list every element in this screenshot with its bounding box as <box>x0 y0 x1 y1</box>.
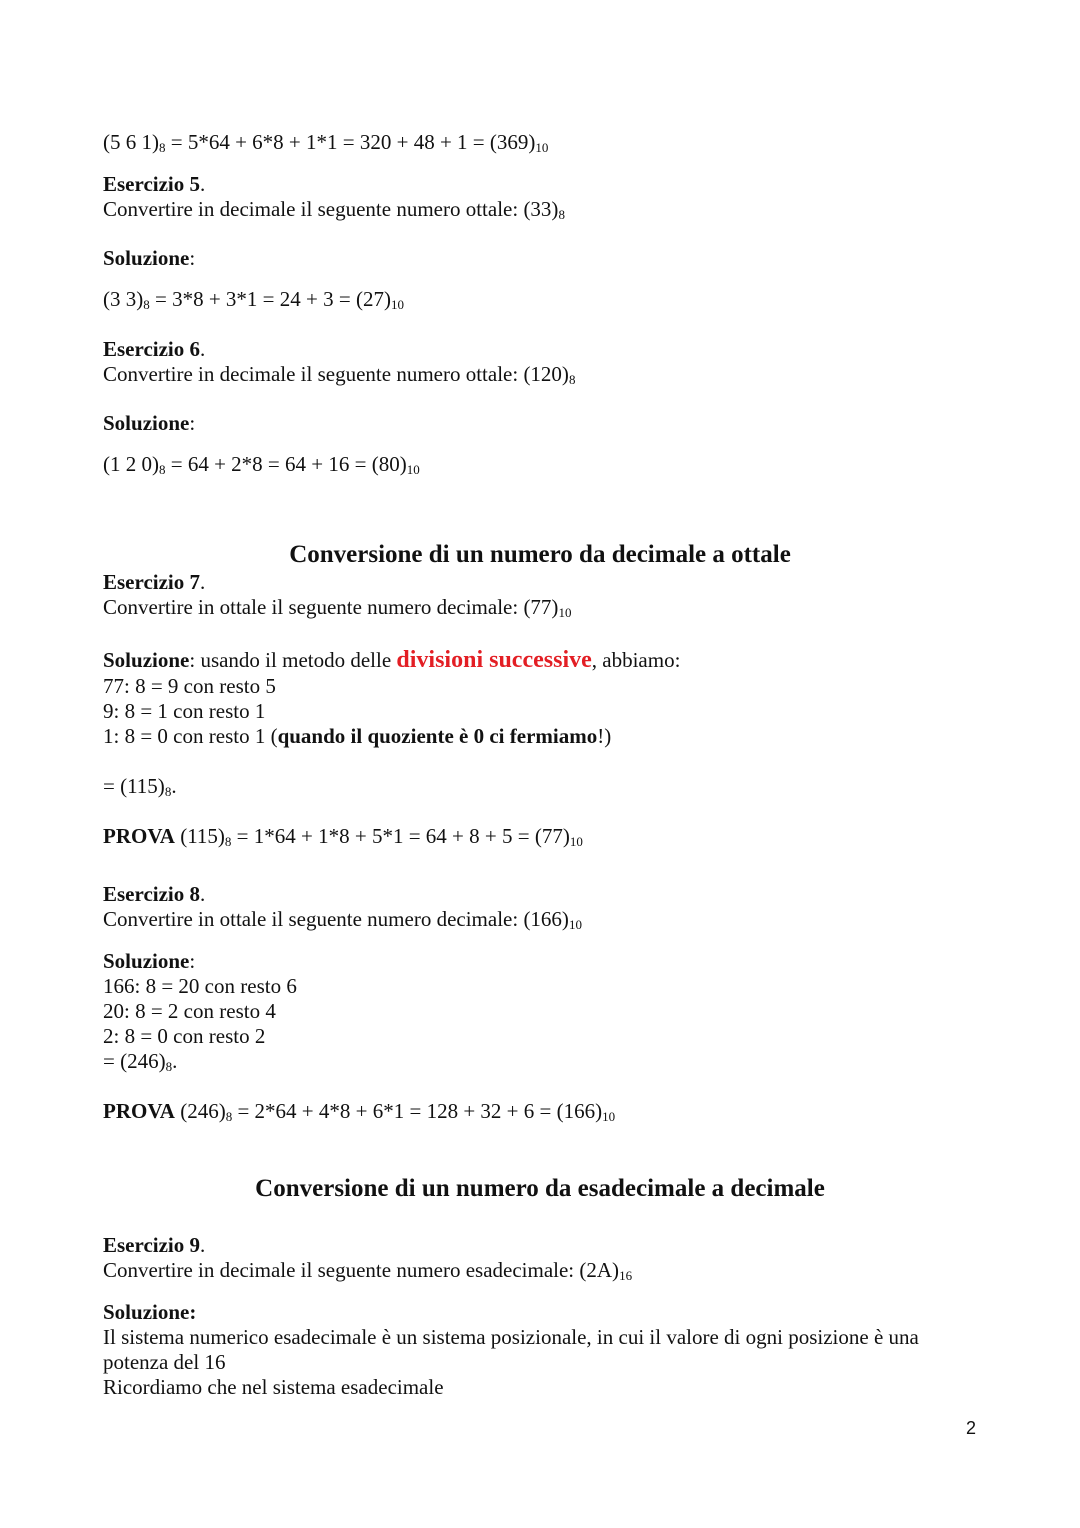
exercise-5-solution-label: Soluzione: <box>103 246 196 270</box>
exercise-6-prompt: Convertire in decimale il seguente numero ottale: (120)8 <box>103 362 576 387</box>
exercise-9-title: Esercizio 9. <box>103 1233 206 1257</box>
exercise-8-prompt: Convertire in ottale il seguente numero decimale: (166)10 <box>103 907 582 932</box>
highlight-divisioni-successive: divisioni successive <box>396 647 592 673</box>
exercise-6-calc: (1 2 0)8 = 64 + 2*8 = 64 + 16 = (80)10 <box>103 452 420 477</box>
exercise-5-title: Esercizio 5. <box>103 172 206 196</box>
calc-561: (5 6 1)8 = 5*64 + 6*8 + 1*1 = 320 + 48 + 1 = (369)10 <box>103 130 549 155</box>
exercise-6-solution-label: Soluzione: <box>103 411 196 435</box>
exercise-8-result: = (246)8. <box>103 1049 178 1074</box>
exercise-8-step-1: 166: 8 = 20 con resto 6 <box>103 974 297 998</box>
exercise-9-text-1: Il sistema numerico esadecimale è un sistema posizionale, in cui il valore di ogni posizione è una <box>103 1325 919 1349</box>
exercise-8-proof: PROVA (246)8 = 2*64 + 4*8 + 6*1 = 128 + 32 + 6 = (166)10 <box>103 1099 616 1124</box>
exercise-7-result: = (115)8. <box>103 774 177 799</box>
exercise-7-prompt: Convertire in ottale il seguente numero decimale: (77)10 <box>103 595 572 620</box>
exercise-7-step-3: 1: 8 = 0 con resto 1 (quando il quoziente è 0 ci fermiamo!) <box>103 724 612 748</box>
exercise-9-prompt: Convertire in decimale il seguente numero esadecimale: (2A)16 <box>103 1258 633 1283</box>
exercise-9-text-2: potenza del 16 <box>103 1350 226 1374</box>
exercise-8-step-2: 20: 8 = 2 con resto 4 <box>103 999 276 1023</box>
exercise-7-step-1: 77: 8 = 9 con resto 5 <box>103 674 276 698</box>
exercise-8-title: Esercizio 8. <box>103 882 206 906</box>
exercise-7-proof: PROVA (115)8 = 1*64 + 1*8 + 5*1 = 64 + 8 + 5 = (77)10 <box>103 824 583 849</box>
exercise-9-solution-label: Soluzione: <box>103 1300 197 1324</box>
exercise-9-text-3: Ricordiamo che nel sistema esadecimale <box>103 1375 444 1399</box>
exercise-7-title: Esercizio 7. <box>103 570 206 594</box>
exercise-8-solution-label: Soluzione: <box>103 949 196 973</box>
exercise-5-prompt: Convertire in decimale il seguente numero ottale: (33)8 <box>103 197 565 222</box>
section-heading-hex-to-decimal: Conversione di un numero da esadecimale a decimale <box>255 1175 825 1202</box>
exercise-8-step-3: 2: 8 = 0 con resto 2 <box>103 1024 266 1048</box>
exercise-7-solution-intro: Soluzione: usando il metodo delle divisioni successive, abbiamo: <box>103 647 681 673</box>
section-heading-decimal-to-octal: Conversione di un numero da decimale a ottale <box>289 541 791 568</box>
exercise-7-step-2: 9: 8 = 1 con resto 1 <box>103 699 266 723</box>
exercise-6-title: Esercizio 6. <box>103 337 206 361</box>
exercise-5-calc: (3 3)8 = 3*8 + 3*1 = 24 + 3 = (27)10 <box>103 287 404 312</box>
page-number: 2 <box>966 1418 977 1438</box>
